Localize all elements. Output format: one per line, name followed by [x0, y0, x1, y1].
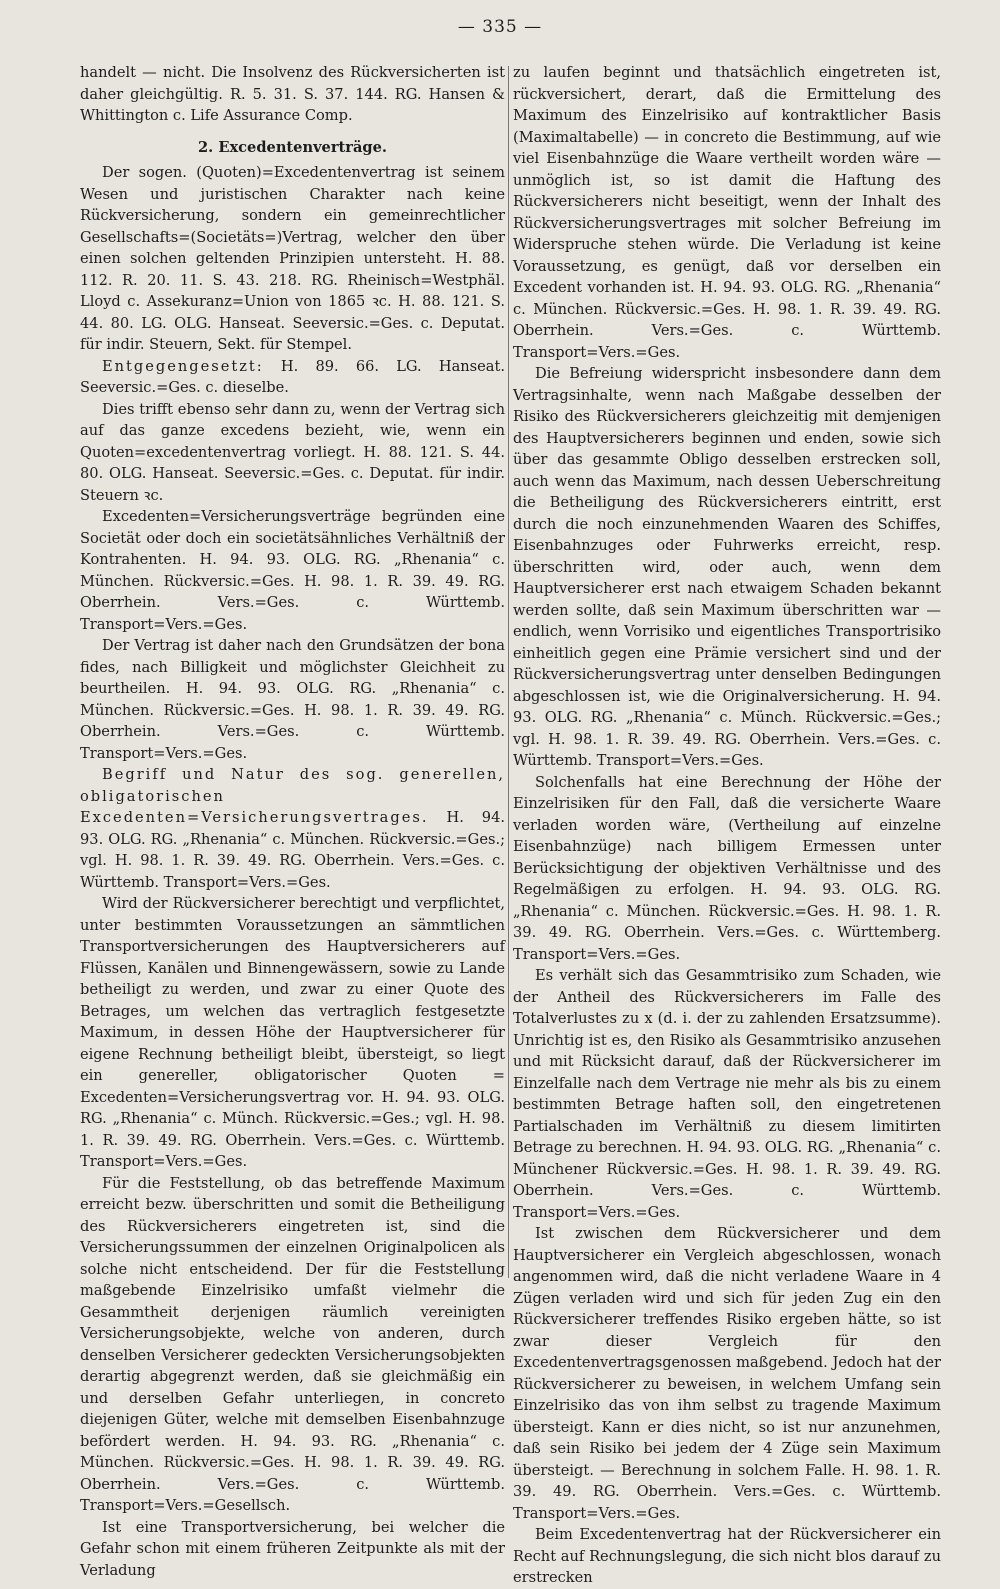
- paragraph: Ist eine Transportversicherung, bei welcher die Gefahr schon mit einem früheren Zeitpunkte als mit der Verladung: [80, 1518, 505, 1579]
- paragraph: Solchenfalls hat eine Berechnung der Höhe der Einzelrisiken für den Fall, daß die versicherte Waare verladen worden wäre, (Vertheilung auf einzelne Eisenbahnzüge) nach billigem Ermessen unter Berücksichtigung der objektiven Verhältnisse und des Regelmäßigen zu erfolgen. H. 94. 93. OLG. RG. „Rhenania“ c. München. Rückversic.=Ges. H. 98. 1. R. 39. 49. RG. Oberrhein. Vers.=Ges. c. Württemberg. Transport=Vers.=Ges.: [513, 773, 941, 963]
- paragraph-text: H. 94. 93. OLG. RG. „Rhenania“ c. München. Rückversic.=Ges.; vgl. H. 98. 1. R. 39. 49. RG. Oberrhein. Vers.=Ges. c. Württemb. Transport=Vers.=Ges.: [80, 809, 506, 891]
- paragraph-text: H. 89. 66. LG. Hanseat. Seeversic.=Ges. c. dieselbe.: [80, 357, 506, 396]
- paragraph: Wird der Rückversicherer berechtigt und verpflichtet, unter bestimmten Voraussetzungen an sämmtlichen Transportversicherungen des Hauptversicherers auf Flüssen, Kanälen und Binnengewässern, sowie zu Lande betheiligt zu werden, und zwar zu einer Quote des Betrages, um welchen das vertraglich festgesetzte Maximum, in dessen Höhe der Hauptversicherer für eigene Rechnung betheiligt bleibt, übersteigt, so liegt ein genereller, obligatorischer Quoten = Excedenten=Versicherungsvertrag vor. H. 94. 93. OLG. RG. „Rhenania“ c. Münch. Rückversic.=Ges.; vgl. H. 98. 1. R. 39. 49. RG. Oberrhein. Vers.=Ges. c. Württemb. Transport=Vers.=Ges.: [80, 895, 505, 1170]
- paragraph: [80, 356, 505, 399]
- paragraph: Die Befreiung widerspricht insbesondere dann dem Vertragsinhalte, wenn nach Maßgabe desselben der Risiko des Rückversicherers gleichzeitig mit demjenigen des Hauptversicherers beginnen und enden, sowie sich über das gesammte Obligo desselben erstrecken soll, auch wenn das Maximum, nach dessen Ueberschreitung die Betheiligung des Rückversicherers eintritt, erst durch die noch einzunehmenden Waaren des Schiffes, Eisenbahnzuges oder Fuhrwerks erreicht, resp. überschritten wird, oder auch, wenn dem Hauptversicherer erst nach etwaigem Schaden bekannt werden sollte, daß sein Maximum überschritten war — endlich, wenn Vorrisiko und eigentliches Transportrisiko einheitlich gegen eine Prämie versichert sind und der Rückversicherungsvertrag unter denselben Bedingungen abgeschlossen ist, wie die Originalversicherung. H. 94. 93. OLG. RG. „Rhenania“ c. Münch. Rückversic.=Ges.; vgl. H. 98. 1. R. 39. 49. RG. Oberrhein. Vers.=Ges. c. Württemb. Transport=Vers.=Ges.: [513, 365, 941, 769]
- paragraph: Es verhält sich das Gesammtrisiko zum Schaden, wie der Antheil des Rückversicherers im Falle des Totalverlustes zu x (d. i. der zu zahlenden Ersatzsumme). Unrichtig ist es, den Risiko als Gesammtrisiko anzusehen und mit Rücksicht darauf, daß der Rückversicherer im Einzelfalle nach dem Vertrage nie mehr als bis zu einem bestimmten Betrage haften soll, den eingetretenen Partialschaden im Verhältniß zu diesem limitirten Betrage zu berechnen. H. 94. 93. OLG. RG. „Rhenania“ c. Münchener Rückversic.=Ges. H. 98. 1. R. 39. 49. RG. Oberrhein. Vers.=Ges. c. Württemb. Transport=Vers.=Ges.: [513, 967, 941, 1221]
- paragraph-label: Entgegengesetzt:: [102, 357, 264, 375]
- paragraph: Ist zwischen dem Rückversicherer und dem Hauptversicherer ein Vergleich abgeschlossen, wonach angenommen wird, daß die nicht verladene Waare in 4 Zügen verladen wird und sich für jeden Zug ein den Rückversicherer treffendes Risiko ergeben hätte, so ist zwar dieser Vergleich für den Excedentenvertragsgenossen maßgebend. Jedoch hat der Rückversicherer zu beweisen, in welchem Umfang sein Einzelrisiko das von ihm selbst zu tragende Maximum übersteigt. Kann er dies nicht, so ist nur anzunehmen, daß sein Risiko bei jedem der 4 Züge sein Maximum übersteigt. — Berechnung in solchem Falle. H. 98. 1. R. 39. 49. RG. Oberrhein. Vers.=Ges. c. Württemb. Transport=Vers.=Ges.: [513, 1225, 941, 1522]
- paragraph: zu laufen beginnt und thatsächlich eingetreten ist, rückversichert, derart, daß die Ermittelung des Maximum des Einzelrisiko auf kontraktlicher Basis (Maximaltabelle) — in concreto die Bestimmung, auf wie viel Eisenbahnzüge die Waare vertheilt worden wäre — unmöglich ist, so ist damit die Haftung des Rückversicherers nicht beseitigt, wenn der Inhalt des Rückversicherungsvertrages mit solcher Befreiung im Widerspruche stehen würde. Die Verladung ist keine Voraussetzung, es genügt, daß vor derselben ein Excedent vorhanden ist. H. 94. 93. OLG. RG. „Rhenania“ c. München. Rückversic.=Ges. H. 98. 1. R. 39. 49. RG. Oberrhein. Vers.=Ges. c. Württemb. Transport=Vers.=Ges.: [513, 64, 941, 361]
- paragraph: Der sogen. (Quoten)=Excedentenvertrag ist seinem Wesen und juristischen Charakter nach keine Rückversicherung, sondern ein gemeinrechtlicher Gesellschafts=(Societäts=)Vertrag, welcher den über einen solchen geltenden Prinzipien untersteht. H. 88. 112. R. 20. 11. S. 43. 218. RG. Rheinisch=Westphäl. Lloyd c. Assekuranz=Union von 1865 ꝛc. H. 88. 121. S. 44. 80. LG. OLG. Hanseat. Seeversic.=Ges. c. Deputat. für indir. Steuern, Sekt. für Stempel.: [80, 164, 505, 353]
- paragraph: Dies trifft ebenso sehr dann zu, wenn der Vertrag sich auf das ganze excedens bezieht, wie, wenn ein Quoten=excedentenvertrag vorliegt. H. 88. 121. S. 44. 80. OLG. Hanseat. Seeversic.=Ges. c. Deputat. für indir. Steuern ꝛc.: [80, 400, 505, 504]
- section-heading: 2. Excedentenverträge.: [198, 138, 387, 156]
- paragraph: Excedenten=Versicherungsverträge begründen eine Societät oder doch ein societätsähnliches Verhältniß der Kontrahenten. H. 94. 93. OLG. RG. „Rhenania“ c. München. Rückversic.=Ges. H. 98. 1. R. 39. 49. RG. Oberrhein. Vers.=Ges. c. Württemb. Transport=Vers.=Ges.: [80, 508, 505, 633]
- paragraph: [80, 764, 505, 893]
- paragraph: Der Vertrag ist daher nach den Grundsätzen der bona fides, nach Billigkeit und möglichster Gleichheit zu beurtheilen. H. 94. 93. OLG. RG. „Rhenania“ c. München. Rückversic.=Ges. H. 98. 1. R. 39. 49. RG. Oberrhein. Vers.=Ges. c. Württemb. Transport=Vers.=Ges.: [80, 637, 505, 762]
- paragraph: Beim Excedentenvertrag hat der Rückversicherer ein Recht auf Rechnungslegung, die sich nicht blos darauf zu erstrecken: [513, 1526, 941, 1586]
- paragraph-label: Begriff und Natur des sog. generellen, obligatorischen Excedenten=Versicherungsvertrages.: [80, 766, 505, 826]
- left-column: [80, 62, 505, 1581]
- page-number: — 335 —: [457, 17, 543, 37]
- right-column: [513, 62, 941, 1589]
- paragraph: handelt — nicht. Die Insolvenz des Rückversicherten ist daher gleichgültig. R. 5. 31. S. 37. 144. RG. Hansen & Whittington c. Life Assurance Comp.: [80, 64, 505, 124]
- paragraph: Für die Feststellung, ob das betreffende Maximum erreicht bezw. überschritten und somit die Betheiligung des Rückversicherers eingetreten ist, sind die Versicherungssummen der einzelnen Originalpolicen als solche nicht entscheidend. Der für die Feststellung maßgebende Einzelrisiko umfaßt vielmehr die Gesammtheit derjenigen räumlich vereinigten Versicherungsobjekte, welche von anderen, durch denselben Versicherer gedeckten Versicherungsobjekten derartig abgegrenzt werden, daß sie gleichmäßig ein und derselben Gefahr unterliegen, in concreto diejenigen Güter, welche mit demselben Eisenbahnzuge befördert werden. H. 94. 93. RG. „Rhenania“ c. München. Rückversic.=Ges. H. 98. 1. R. 39. 49. RG. Oberrhein. Vers.=Ges. c. Württemb. Transport=Vers.=Gesellsch.: [80, 1174, 505, 1514]
- column-divider: [508, 66, 509, 1278]
